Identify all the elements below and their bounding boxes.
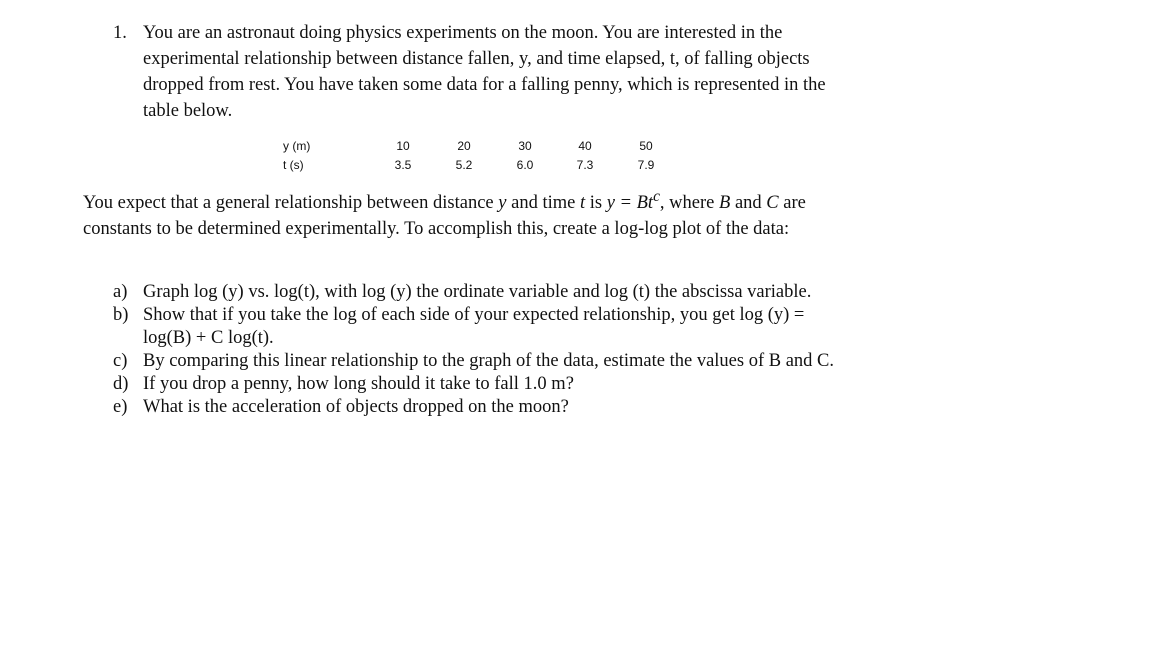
table-row-y bbox=[283, 139, 683, 158]
intro-text: and bbox=[730, 193, 767, 214]
question-text: You are an astronaut doing physics experiments on the moon. You are interested in the experimental relationship between distance fallen, y, and time elapsed, t, of falling objects dropped from rest. You have taken some data for a falling penny, which is represented in the table below. bbox=[143, 23, 826, 121]
table-cell: 5.2 bbox=[455, 158, 473, 172]
table-cell: 7.9 bbox=[637, 158, 655, 172]
intro-text: , where bbox=[659, 193, 719, 214]
part-text: Show that if you take the log of each side of your expected relationship, you get log (y) = log(B) + C log(t). bbox=[143, 305, 805, 348]
intro-paragraph bbox=[83, 184, 873, 242]
part-letter: b) bbox=[113, 305, 129, 325]
intro-text: You expect that a general relationship between distance bbox=[83, 193, 499, 214]
table-cell: 6.0 bbox=[516, 158, 534, 172]
table-cell: 30 bbox=[518, 139, 532, 153]
part-text: Graph log (y) vs. log(t), with log (y) the ordinate variable and log (t) the abscissa variable. bbox=[143, 282, 812, 302]
equation bbox=[606, 188, 660, 214]
table-cell: 7.3 bbox=[576, 158, 594, 172]
question-number: 1. bbox=[113, 23, 127, 43]
list-item bbox=[113, 396, 843, 419]
row-label-t: t (s) bbox=[283, 158, 304, 172]
part-text: If you drop a penny, how long should it take to fall 1.0 m? bbox=[143, 374, 574, 394]
table-cell: 20 bbox=[457, 139, 471, 153]
list-item bbox=[113, 373, 843, 396]
var-b: B bbox=[719, 193, 731, 214]
row-label-y: y (m) bbox=[283, 139, 311, 153]
table-cell: 3.5 bbox=[394, 158, 412, 172]
equation-base: y = Bt bbox=[606, 193, 654, 214]
intro-text: are constants to be determined experimentally. To accomplish this, create a log-log plot of the data: bbox=[83, 193, 806, 240]
list-item bbox=[113, 281, 843, 304]
question-1 bbox=[113, 20, 873, 124]
list-item bbox=[113, 350, 843, 373]
table-cell: 10 bbox=[396, 139, 410, 153]
part-letter: e) bbox=[113, 397, 128, 417]
part-letter: a) bbox=[113, 282, 128, 302]
part-text: By comparing this linear relationship to the graph of the data, estimate the values of B and C. bbox=[143, 351, 835, 371]
var-c: C bbox=[766, 193, 779, 214]
table-row-t bbox=[283, 158, 683, 177]
part-text: What is the acceleration of objects dropped on the moon? bbox=[143, 397, 569, 417]
intro-text: and time bbox=[506, 193, 580, 214]
data-table bbox=[283, 139, 683, 177]
var-t: t bbox=[579, 193, 586, 214]
list-item bbox=[113, 304, 843, 350]
part-letter: d) bbox=[113, 374, 129, 394]
intro-text: is bbox=[585, 193, 607, 214]
table-cell: 40 bbox=[578, 139, 592, 153]
parts-list bbox=[113, 281, 873, 419]
table-cell: 50 bbox=[639, 139, 653, 153]
equation-exponent: c bbox=[653, 188, 660, 205]
part-letter: c) bbox=[113, 351, 128, 371]
var-y: y bbox=[498, 193, 507, 214]
